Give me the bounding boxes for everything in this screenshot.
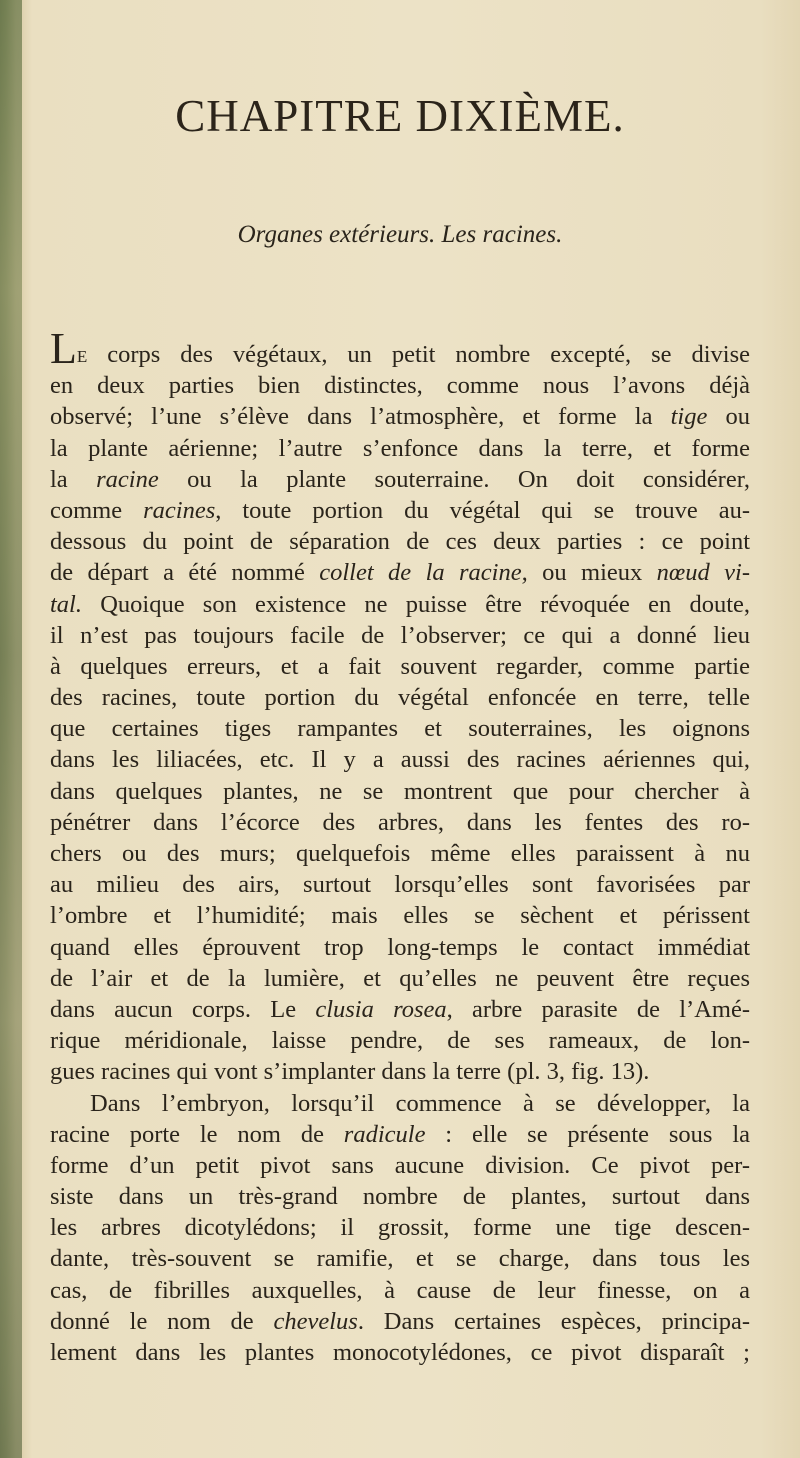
text-run: il n’est pas toujours facile de l’observer; ce qui a donné lieu [50, 621, 750, 649]
text-run: gues racines qui vont s’implanter dans la terre (pl. 3, fig. 13). [50, 1058, 650, 1086]
text-run: ou la plante souterraine. On doit considérer, [158, 465, 750, 493]
text-line [50, 1119, 750, 1150]
text-line [50, 682, 750, 713]
italic-text: chevelus [273, 1307, 358, 1335]
italic-text: collet de la racine, [319, 559, 528, 587]
text-run: . Dans certaines espèces, principa- [357, 1307, 750, 1335]
text-line [50, 932, 750, 963]
small-caps-text: e [76, 341, 88, 368]
text-run: que certaines tiges rampantes et souterraines, les oignons [50, 715, 750, 743]
text-run: au milieu des airs, surtout lorsqu’elles sont favorisées par [50, 871, 750, 899]
text-line [50, 557, 750, 588]
text-run: pénétrer dans l’écorce des arbres, dans les fentes des ro- [50, 808, 750, 836]
text-run: lement dans les plantes monocotylédones, ce pivot disparaît ; [50, 1339, 750, 1366]
italic-text: racines [143, 496, 216, 524]
text-line [50, 838, 750, 869]
text-run: chers ou des murs; quelquefois même elles paraissent à nu [50, 840, 750, 867]
text-line [50, 620, 750, 651]
text-line [50, 433, 750, 464]
text-run: des racines, toute portion du végétal enfoncée en terre, telle [50, 684, 750, 712]
text-line [50, 776, 750, 807]
text-run: dante, très-souvent se ramifie, et se charge, dans tous les [50, 1245, 750, 1273]
text-line [50, 464, 750, 495]
text-line [50, 651, 750, 682]
text-run: ou mieux [527, 559, 657, 587]
text-run: observé; l’une s’élève dans l’atmosphère, et forme la [50, 403, 671, 431]
text-line [50, 963, 750, 994]
italic-text: radicule [343, 1120, 426, 1148]
text-run: dessous du point de séparation de ces deux parties : ce point [50, 528, 750, 556]
text-line [50, 994, 750, 1025]
text-run: dans aucun corps. Le [50, 995, 316, 1023]
text-run: donné le nom de [50, 1307, 274, 1335]
text-run: de l’air et de la lumière, et qu’elles ne peuvent être reçues [50, 964, 750, 992]
text-line [50, 589, 750, 620]
drop-cap: L [50, 324, 77, 373]
italic-text: clusia rosea [315, 995, 447, 1023]
text-line [50, 1181, 750, 1212]
text-line [50, 370, 750, 401]
text-run: dans quelques plantes, ne se montrent que pour chercher à [50, 777, 750, 805]
text-line [50, 807, 750, 838]
text-line [50, 324, 750, 373]
text-run: de départ a été nommé [50, 559, 320, 587]
text-run: les arbres dicotylédons; il grossit, forme une tige descen- [50, 1214, 750, 1242]
text-run: comme [50, 496, 144, 524]
text-line [50, 900, 750, 931]
text-line [50, 1337, 750, 1368]
text-run: Dans l’embryon, lorsqu’il commence à se développer, la [90, 1089, 750, 1117]
text-run: en deux parties bien distinctes, comme nous l’avons déjà [50, 372, 750, 400]
text-line [50, 401, 750, 432]
italic-text: nœud vi- [656, 559, 750, 587]
page-edge-stain [0, 0, 22, 1458]
text-run: à quelques erreurs, et a fait souvent regarder, comme partie [50, 652, 750, 680]
text-run: Quoique son existence ne puisse être révoquée en doute, [82, 590, 750, 618]
text-run: racine porte le nom de [50, 1120, 344, 1148]
text-line [50, 1088, 750, 1119]
text-line [50, 1150, 750, 1181]
text-run: la [50, 465, 97, 493]
text-line [50, 869, 750, 900]
text-run: quand elles éprouvent trop long-temps le contact immédiat [50, 933, 750, 961]
text-run: cas, de fibrilles auxquelles, à cause de leur finesse, on a [50, 1276, 750, 1304]
body-text [50, 324, 751, 1368]
text-run: forme d’un petit pivot sans aucune division. Ce pivot per- [50, 1151, 750, 1179]
text-line [50, 1025, 750, 1056]
chapter-subtitle: Organes extérieurs. Les racines. [237, 221, 563, 248]
text-line [50, 744, 750, 775]
text-run: la plante aérienne; l’autre s’enfonce dans la terre, et forme [50, 434, 750, 462]
text-line [50, 713, 750, 744]
text-run: corps des végétaux, un petit nombre excepté, se divise [87, 341, 750, 368]
text-run: dans les liliacées, etc. Il y a aussi des racines aériennes qui, [50, 746, 750, 774]
italic-text: racine [96, 465, 159, 493]
text-run: ou [707, 403, 750, 431]
text-run: siste dans un très-grand nombre de plantes, surtout dans [50, 1183, 750, 1211]
italic-text: tige [670, 403, 708, 431]
text-run: : elle se présente sous la [425, 1120, 751, 1148]
text-run: , toute portion du végétal qui se trouve au- [215, 496, 750, 524]
italic-text: tal. [50, 590, 82, 618]
chapter-title: CHAPITRE DIXIÈME. [175, 91, 625, 141]
text-line [50, 1243, 750, 1274]
text-line [50, 526, 750, 557]
text-run: l’ombre et l’humidité; mais elles se sèchent et périssent [50, 902, 750, 930]
text-line [50, 1306, 750, 1337]
text-line [50, 1275, 750, 1306]
text-line [50, 495, 750, 526]
text-line [50, 1056, 750, 1087]
text-line [50, 1212, 750, 1243]
text-run: rique méridionale, laisse pendre, de ses rameaux, de lon- [50, 1027, 750, 1055]
text-run: , arbre parasite de l’Amé- [446, 995, 750, 1023]
